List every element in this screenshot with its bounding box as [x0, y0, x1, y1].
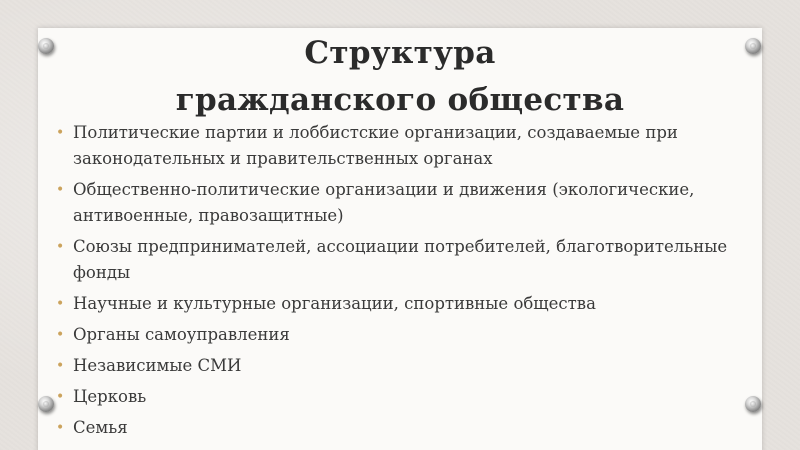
bullet-icon: •	[56, 296, 65, 312]
list-item	[56, 353, 761, 379]
list-item-text: Семья	[73, 418, 128, 437]
slide-title-line1: Структура	[304, 35, 496, 71]
pushpin-icon	[38, 38, 54, 54]
slide-title-line2: гражданского общества	[175, 82, 625, 118]
list-item	[56, 322, 761, 348]
list-item	[56, 234, 761, 286]
list-item	[56, 177, 761, 229]
list-item	[56, 120, 761, 172]
list-item	[56, 384, 761, 410]
bullet-icon: •	[56, 420, 65, 436]
list-item-text: Общественно-политические организации и движения (экологические, антивоенные, правозащитные)	[73, 180, 695, 225]
bullet-icon: •	[56, 358, 65, 374]
list-item	[56, 415, 761, 441]
bullet-icon: •	[56, 239, 65, 255]
pushpin-icon	[38, 396, 54, 412]
bullet-icon: •	[56, 182, 65, 198]
list-item-text: Церковь	[73, 387, 147, 406]
bullet-icon: •	[56, 327, 65, 343]
list-item-text: Независимые СМИ	[73, 356, 242, 375]
list-item-text: Органы самоуправления	[73, 325, 290, 344]
bullet-list	[56, 120, 761, 446]
list-item	[56, 291, 761, 317]
bullet-icon: •	[56, 389, 65, 405]
bullet-icon: •	[56, 125, 65, 141]
list-item-text: Научные и культурные организации, спортивные общества	[73, 294, 596, 313]
list-item-text: Политические партии и лоббистские организации, создаваемые при законодательных и правительственных органах	[73, 123, 678, 168]
pushpin-icon	[745, 38, 761, 54]
list-item-text: Союзы предпринимателей, ассоциации потребителей, благотворительные фонды	[73, 237, 728, 282]
